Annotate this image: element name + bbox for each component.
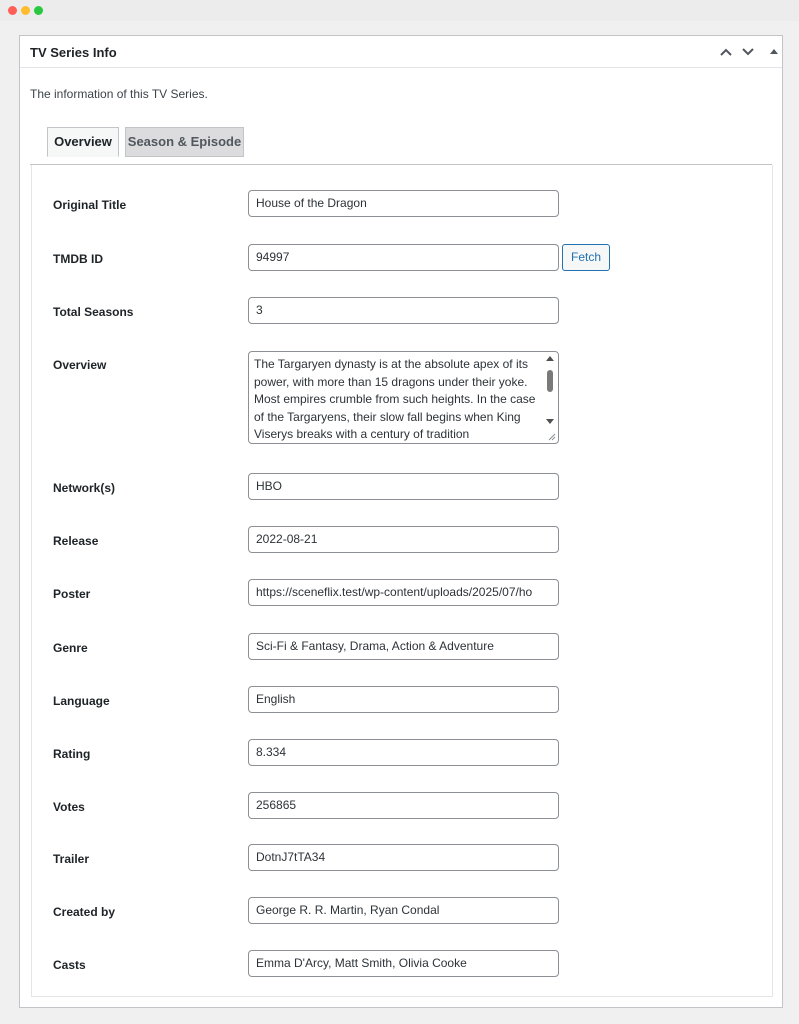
metabox-header	[20, 36, 782, 68]
tmdb-id-label: TMDB ID	[53, 252, 103, 266]
scroll-up-arrow-icon[interactable]	[546, 356, 554, 361]
chevron-down-icon	[741, 45, 755, 59]
overview-textarea[interactable]	[248, 351, 559, 444]
metabox-description: The information of this TV Series.	[30, 87, 208, 101]
toggle-panel-button[interactable]	[764, 42, 784, 62]
minimize-window-button[interactable]	[21, 6, 30, 15]
overview-label: Overview	[53, 358, 107, 372]
casts-input[interactable]: Emma D'Arcy, Matt Smith, Olivia Cooke	[248, 950, 559, 977]
release-label: Release	[53, 534, 99, 548]
networks-input[interactable]: HBO	[248, 473, 559, 500]
language-label: Language	[53, 694, 110, 708]
original-title-label: Original Title	[53, 198, 127, 212]
scroll-thumb[interactable]	[547, 370, 553, 392]
fetch-button[interactable]: Fetch	[562, 244, 610, 271]
casts-label: Casts	[53, 958, 86, 972]
poster-label: Poster	[53, 587, 91, 601]
move-down-button[interactable]	[738, 42, 758, 62]
resize-handle-icon[interactable]	[547, 432, 556, 441]
genre-label: Genre	[53, 641, 88, 655]
tv-series-info-metabox	[19, 35, 783, 1008]
trailer-label: Trailer	[53, 852, 90, 866]
tab-season-episode[interactable]: Season & Episode	[125, 127, 244, 157]
votes-label: Votes	[53, 800, 85, 814]
release-input[interactable]: 2022-08-21	[248, 526, 559, 553]
close-window-button[interactable]	[8, 6, 17, 15]
chevron-up-icon	[719, 45, 733, 59]
total-seasons-input[interactable]: 3	[248, 297, 559, 324]
overview-text: The Targaryen dynasty is at the absolute apex of its power, with more than 15 dragons under their yoke. Most empires crumble from such heights. In the case of the Targaryens, their slow fall begins when King Viserys breaks with a century of tradition	[254, 357, 536, 441]
networks-label: Network(s)	[53, 481, 116, 495]
poster-input[interactable]: https://sceneflix.test/wp-content/uploads/2025/07/ho	[248, 579, 559, 606]
total-seasons-label: Total Seasons	[53, 305, 134, 319]
trailer-input[interactable]: DotnJ7tTA34	[248, 844, 559, 871]
move-up-button[interactable]	[716, 42, 736, 62]
language-input[interactable]: English	[248, 686, 559, 713]
genre-input[interactable]: Sci-Fi & Fantasy, Drama, Action & Adventure	[248, 633, 559, 660]
original-title-input[interactable]: House of the Dragon	[248, 190, 559, 217]
created-by-label: Created by	[53, 905, 116, 919]
metabox-title: TV Series Info	[30, 45, 117, 60]
created-by-input[interactable]: George R. R. Martin, Ryan Condal	[248, 897, 559, 924]
votes-input[interactable]: 256865	[248, 792, 559, 819]
rating-input[interactable]: 8.334	[248, 739, 559, 766]
scroll-down-arrow-icon[interactable]	[546, 419, 554, 424]
window-titlebar	[0, 0, 799, 21]
rating-label: Rating	[53, 747, 91, 761]
toggle-arrow-icon	[769, 47, 779, 57]
zoom-window-button[interactable]	[34, 6, 43, 15]
overview-panel	[31, 165, 773, 997]
overview-scrollbar[interactable]	[543, 353, 557, 429]
tab-overview[interactable]: Overview	[47, 127, 119, 157]
tmdb-id-input[interactable]: 94997	[248, 244, 559, 271]
